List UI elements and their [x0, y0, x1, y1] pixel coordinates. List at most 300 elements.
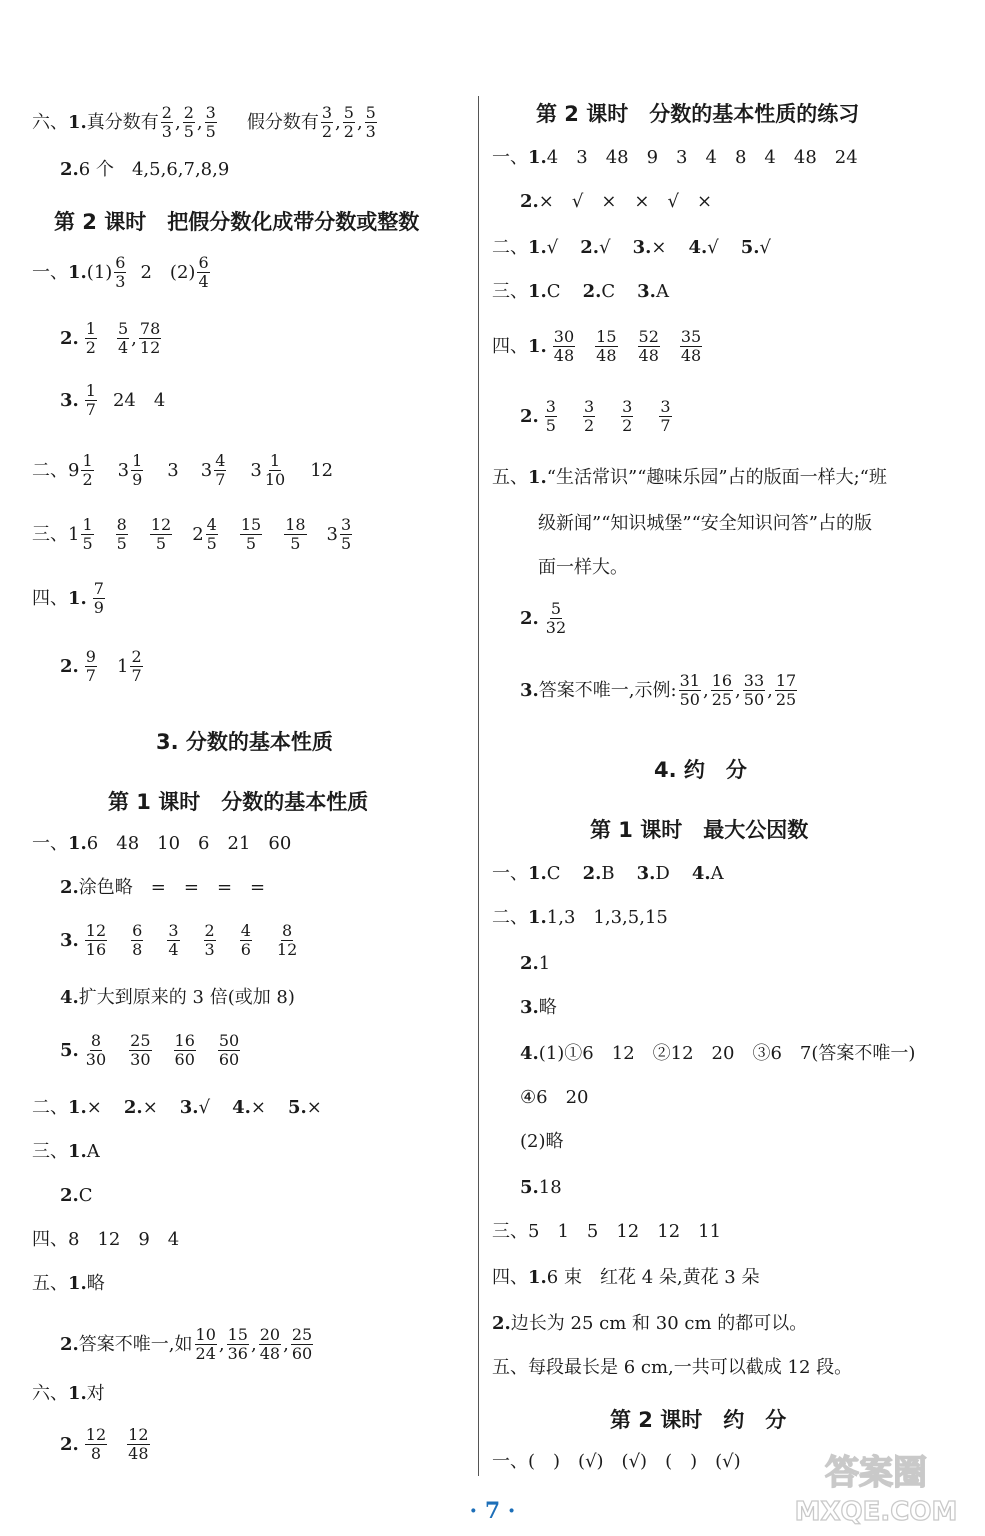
denominator: 12 [139, 338, 161, 357]
item-number: 2. [492, 1313, 511, 1334]
denominator: 5 [545, 416, 556, 435]
section-prefix: 一、 [32, 261, 68, 283]
section-prefix: 三、 [32, 523, 68, 545]
denominator: 48 [680, 346, 702, 365]
text: (1)①6 12 ②12 20 ③6 7(答案不唯一) [538, 1043, 916, 1064]
section-prefix: 二、 [492, 907, 528, 928]
answer-four-1 [32, 580, 107, 617]
denominator: 48 [638, 346, 659, 365]
answer-mark: D [655, 863, 670, 884]
denominator: 5 [205, 122, 216, 141]
whole-number: 12 [310, 459, 334, 481]
denominator: 50 [679, 690, 700, 709]
item-number: 2. [520, 191, 539, 212]
section-prefix: 三、 [32, 1141, 68, 1162]
text: 答案不唯一,如 [78, 1333, 193, 1355]
fraction [116, 516, 128, 553]
answer-mark: C [601, 281, 616, 302]
numerator: 1 [82, 515, 93, 534]
answer-mark: √ [599, 237, 611, 258]
numerator: 30 [553, 327, 575, 346]
fraction [365, 104, 377, 141]
text: 扩大到原来的 3 倍(或加 8) [78, 987, 295, 1008]
text: 8 12 9 4 [68, 1229, 180, 1250]
whole-number: 1 [116, 655, 129, 677]
text: 24 4 [112, 389, 166, 411]
fraction [276, 922, 298, 959]
denominator: 60 [174, 1050, 195, 1069]
text: 6 48 10 6 21 60 [86, 833, 292, 854]
numerator: 2 [161, 103, 172, 122]
numerator: 5 [117, 319, 129, 338]
answer-mark: A [710, 863, 724, 884]
text: 每段最长是 6 cm,一共可以截成 12 段。 [528, 1357, 853, 1378]
denominator: 7 [215, 470, 226, 489]
text: 涂色略 = = = = [78, 877, 266, 898]
numerator: 1 [85, 319, 96, 338]
section-prefix: 四、 [492, 335, 528, 357]
numerator: 17 [775, 671, 797, 690]
text: A [86, 1141, 100, 1162]
section-prefix: 五、 [32, 1273, 68, 1294]
numerator: 3 [660, 397, 671, 416]
section-prefix: 五、 [492, 467, 528, 488]
item-number: 1. [528, 907, 547, 928]
answer-mark: B [601, 863, 615, 884]
numerator: 1 [82, 451, 93, 470]
item-number: 2. [60, 1185, 79, 1206]
answer-e5 [60, 1032, 242, 1069]
item-number: 2. [582, 863, 602, 884]
numerator: 1 [269, 451, 281, 470]
fraction [85, 922, 107, 959]
item-number: 5. [287, 1097, 307, 1118]
fraction [679, 672, 701, 709]
numerator: 6 [115, 253, 126, 272]
section-prefix: 一、 [32, 833, 68, 854]
fraction [81, 516, 93, 553]
answer-three [32, 516, 354, 553]
item-number: 1. [68, 1273, 87, 1294]
item-number: 1. [68, 1097, 87, 1118]
denominator: 7 [660, 416, 671, 435]
fraction [240, 516, 262, 553]
answer-g1 [32, 1140, 100, 1164]
answer-r-e1-l3 [538, 556, 628, 580]
fraction [114, 254, 126, 291]
whole-number: 3 [167, 459, 179, 481]
numerator: 8 [116, 515, 127, 534]
fraction [775, 672, 797, 709]
numerator: 33 [743, 671, 765, 690]
item-number: 2. [582, 281, 602, 302]
item-number: 2. [580, 237, 600, 258]
fraction [129, 1032, 151, 1069]
answer-r-f [492, 862, 724, 886]
text: 1,3 1,3,5,15 [546, 907, 668, 928]
text: 2 (2) [140, 261, 196, 283]
denominator: 3 [115, 272, 126, 291]
answer-r-g1 [492, 906, 668, 930]
denominator: 4 [168, 940, 179, 959]
answer-r-i1 [492, 1266, 759, 1290]
denominator: 5 [82, 534, 93, 553]
answer-r-d2 [520, 398, 674, 435]
text: 4 3 48 9 3 4 8 4 48 24 [546, 147, 858, 168]
denominator: 8 [90, 1444, 102, 1463]
denominator: 10 [264, 470, 286, 489]
denominator: 32 [545, 618, 567, 637]
denominator: 3 [204, 940, 215, 959]
fraction [545, 398, 557, 435]
answer-mark: √ [198, 1097, 211, 1118]
item-number: 2. [60, 1333, 79, 1355]
answer-six-1 [32, 104, 379, 141]
fraction [161, 104, 173, 141]
text: 边长为 25 cm 和 30 cm 的都可以。 [510, 1313, 808, 1334]
numerator: 12 [150, 515, 172, 534]
answer-mark: √ [707, 237, 719, 258]
numerator: 2 [204, 921, 215, 940]
answer-six-2 [60, 158, 229, 182]
fraction [131, 452, 143, 489]
text: ( ) (√) (√) ( ) (√) [528, 1451, 741, 1472]
numerator: 25 [130, 1031, 151, 1050]
denominator: 5 [206, 534, 217, 553]
fraction [117, 320, 129, 357]
denominator: 48 [553, 346, 575, 365]
text: (2)略 [520, 1131, 564, 1152]
fraction [205, 104, 217, 141]
text: 对 [86, 1383, 105, 1404]
denominator: 60 [218, 1050, 240, 1069]
numerator: 10 [195, 1325, 216, 1344]
item-number: 1. [528, 863, 547, 884]
text: 1 [538, 953, 551, 974]
whole-number: 3 [200, 459, 213, 481]
fraction [553, 328, 575, 365]
section-prefix: 六、 [32, 1383, 68, 1404]
answer-r-a1 [492, 146, 858, 170]
answer-mark: C [546, 863, 561, 884]
item-number: 1. [528, 147, 547, 168]
fraction [711, 672, 733, 709]
answer-i2 [60, 1326, 315, 1363]
denominator: 24 [195, 1344, 216, 1363]
item-number: 1. [68, 261, 87, 283]
answer-e4 [60, 986, 295, 1010]
fraction [291, 1326, 313, 1363]
numerator: 18 [285, 515, 306, 534]
answer-f [32, 1096, 322, 1120]
numerator: 4 [215, 451, 226, 470]
item-number: 1. [68, 833, 87, 854]
denominator: 9 [132, 470, 143, 489]
comma: , [196, 111, 203, 133]
fraction [340, 516, 352, 553]
text: 5 1 5 12 12 11 [528, 1221, 722, 1242]
numerator: 20 [259, 1325, 281, 1344]
item-number: 3. [179, 1097, 199, 1118]
section-prefix: 二、 [32, 459, 68, 481]
denominator: 25 [775, 690, 797, 709]
numerator: 16 [711, 671, 733, 690]
numerator: 9 [85, 647, 96, 666]
numerator: 16 [174, 1031, 195, 1050]
whole-number: 3 [326, 523, 338, 545]
denominator: 48 [596, 346, 617, 365]
item-number: 3. [520, 997, 539, 1018]
comma: , [735, 679, 741, 701]
item-number: 2. [123, 1097, 143, 1118]
lesson-heading: 第 1 课时 最大公因数 [590, 818, 809, 842]
numerator: 15 [240, 515, 262, 534]
numerator: 2 [131, 647, 142, 666]
denominator: 3 [365, 122, 376, 141]
numerator: 5 [343, 103, 354, 122]
comma: , [335, 111, 341, 133]
denominator: 5 [290, 534, 301, 553]
answer-mark: × [306, 1097, 322, 1118]
fraction [545, 600, 567, 637]
comma: , [356, 111, 363, 133]
section-prefix: 五、 [492, 1357, 528, 1378]
fraction [81, 452, 93, 489]
denominator: 2 [82, 470, 93, 489]
answer-r-e2 [520, 600, 569, 637]
fraction [214, 452, 226, 489]
item-number: 2. [520, 607, 539, 629]
answer-mark: × [250, 1097, 266, 1118]
denominator: 4 [198, 272, 209, 291]
denominator: 2 [583, 416, 595, 435]
fraction [621, 398, 633, 435]
whole-number: 3 [117, 459, 130, 481]
item-number: 2. [60, 655, 79, 677]
text: 级新闻”“知识城堡”“安全知识问答”占的版 [538, 513, 873, 534]
item-number: 1. [528, 467, 547, 488]
item-number: 3. [60, 389, 79, 411]
denominator: 5 [183, 122, 194, 141]
numerator: 3 [583, 397, 595, 416]
fraction [183, 104, 195, 141]
numerator: 3 [545, 397, 556, 416]
fraction [174, 1032, 196, 1069]
denominator: 6 [240, 940, 251, 959]
item-number: 1. [528, 1267, 547, 1288]
answer-r-g5 [520, 1176, 562, 1200]
comma: , [702, 679, 709, 701]
answer-h [32, 1228, 179, 1252]
numerator: 3 [205, 103, 216, 122]
item-number: 1. [68, 587, 87, 609]
denominator: 7 [85, 400, 96, 419]
answer-mark: √ [546, 237, 559, 258]
answer-mark: × [651, 237, 667, 258]
whole-number: 2 [192, 523, 204, 545]
denominator: 60 [291, 1344, 313, 1363]
item-number: 1. [68, 1141, 87, 1162]
section-prefix: 四、 [32, 587, 68, 609]
item-number: 1. [528, 237, 547, 258]
numerator: 7 [93, 579, 104, 598]
answer-r-e3 [520, 672, 799, 709]
item-number: 5. [520, 1177, 539, 1198]
denominator: 3 [161, 122, 172, 141]
fraction [659, 398, 671, 435]
denominator: 4 [117, 338, 129, 357]
item-number: 1. [528, 281, 547, 302]
numerator: 2 [183, 103, 194, 122]
numerator: 12 [128, 1425, 149, 1444]
lesson-heading: 第 2 课时 约 分 [610, 1408, 787, 1432]
item-number: 2. [520, 405, 539, 427]
fraction [583, 398, 595, 435]
section-prefix: 三、 [492, 281, 528, 302]
numerator: 8 [281, 921, 293, 940]
lesson-heading: 第 2 课时 分数的基本性质的练习 [536, 102, 860, 126]
numerator: 1 [132, 451, 143, 470]
numerator: 15 [227, 1325, 248, 1344]
answer-r-a2 [520, 190, 712, 214]
answer-r-h [492, 1220, 721, 1244]
item-number: 5. [740, 237, 760, 258]
answer-four-2 [60, 648, 145, 685]
fraction [680, 328, 702, 365]
numerator: 4 [240, 921, 251, 940]
numerator: 12 [85, 921, 107, 940]
fraction [206, 516, 218, 553]
section-prefix: 一、 [492, 1451, 528, 1472]
answer-one-1 [32, 254, 212, 291]
denominator: 2 [85, 338, 96, 357]
denominator: 36 [227, 1344, 248, 1363]
numerator: 8 [90, 1031, 102, 1050]
fraction [743, 672, 765, 709]
fraction [85, 382, 97, 419]
answer-r-d1 [492, 328, 704, 365]
watermark-text: 答案圈 [825, 1453, 927, 1493]
answer-mark: × [86, 1097, 102, 1118]
text: 真分数有 [86, 111, 159, 133]
unit-heading: 3. 分数的基本性质 [156, 730, 333, 754]
comma: , [174, 111, 181, 133]
item-number: 2. [60, 1433, 79, 1455]
answer-r-g2 [520, 952, 550, 976]
answer-j1 [32, 1382, 105, 1406]
watermark-domain: MXQE.COM [794, 1497, 958, 1527]
item-number: 5. [60, 1039, 79, 1061]
text: 面一样大。 [538, 557, 628, 578]
numerator: 78 [139, 319, 161, 338]
answer-i1 [32, 1272, 105, 1296]
section-prefix: 四、 [32, 1229, 68, 1250]
numerator: 5 [365, 103, 376, 122]
numerator: 4 [206, 515, 217, 534]
denominator: 2 [622, 416, 633, 435]
comma: , [218, 1333, 225, 1355]
text: C [78, 1185, 93, 1206]
watermark-logo [781, 1440, 971, 1530]
fraction [227, 1326, 249, 1363]
item-number: 3. [520, 679, 539, 701]
numerator: 3 [321, 103, 333, 122]
text: 略 [538, 997, 557, 1018]
comma: , [131, 327, 137, 349]
fraction [204, 922, 216, 959]
answer-e2 [60, 876, 265, 900]
fraction [240, 922, 252, 959]
section-prefix: 二、 [492, 237, 528, 258]
text: 假分数有 [246, 111, 319, 133]
numerator: 1 [85, 381, 96, 400]
fraction [85, 320, 97, 357]
fraction [131, 922, 143, 959]
section-prefix: 四、 [492, 1267, 528, 1288]
comma: , [767, 679, 773, 701]
answer-r-g4c [520, 1130, 564, 1154]
denominator: 25 [711, 690, 733, 709]
numerator: 3 [622, 397, 633, 416]
text: “生活常识”“趣味乐园”占的版面一样大;“班 [546, 467, 887, 488]
item-number: 4. [520, 1043, 539, 1064]
text: 6 束 红花 4 朵,黄花 3 朵 [546, 1267, 760, 1288]
numerator: 31 [679, 671, 700, 690]
comma: , [283, 1333, 289, 1355]
numerator: 15 [596, 327, 617, 346]
answer-j2 [60, 1426, 152, 1463]
fraction [218, 1032, 240, 1069]
numerator: 50 [218, 1031, 240, 1050]
answer-two [32, 452, 333, 489]
fraction [195, 1326, 217, 1363]
answer-r-g4 [520, 1042, 915, 1066]
numerator: 25 [291, 1325, 313, 1344]
fraction [130, 648, 142, 685]
lesson-heading: 第 1 课时 分数的基本性质 [108, 790, 369, 814]
denominator: 50 [743, 690, 765, 709]
fraction [321, 104, 333, 141]
numerator: 3 [168, 921, 179, 940]
numerator: 5 [550, 599, 562, 618]
item-number: 2. [60, 877, 79, 898]
whole-number: 1 [68, 523, 80, 545]
numerator: 6 [132, 921, 143, 940]
answer-r-g3 [520, 996, 557, 1020]
section-prefix: 一、 [492, 863, 528, 884]
text: × √ × × √ × [538, 191, 713, 212]
denominator: 48 [128, 1444, 149, 1463]
text: 6 个 4,5,6,7,8,9 [78, 159, 230, 180]
answer-r-j [492, 1356, 852, 1380]
item-number: 4. [232, 1097, 251, 1118]
answer-r-b [492, 236, 771, 260]
fraction [127, 1426, 149, 1463]
fraction [85, 648, 97, 685]
fraction [595, 328, 617, 365]
denominator: 30 [85, 1050, 107, 1069]
item-number: 4. [688, 237, 708, 258]
fraction [284, 516, 306, 553]
section-prefix: 二、 [32, 1097, 68, 1118]
item-number: 4. [60, 987, 79, 1008]
numerator: 52 [638, 327, 659, 346]
numerator: 3 [341, 515, 352, 534]
denominator: 2 [343, 122, 354, 141]
fraction [259, 1326, 281, 1363]
fraction [85, 1426, 107, 1463]
denominator: 2 [321, 122, 333, 141]
